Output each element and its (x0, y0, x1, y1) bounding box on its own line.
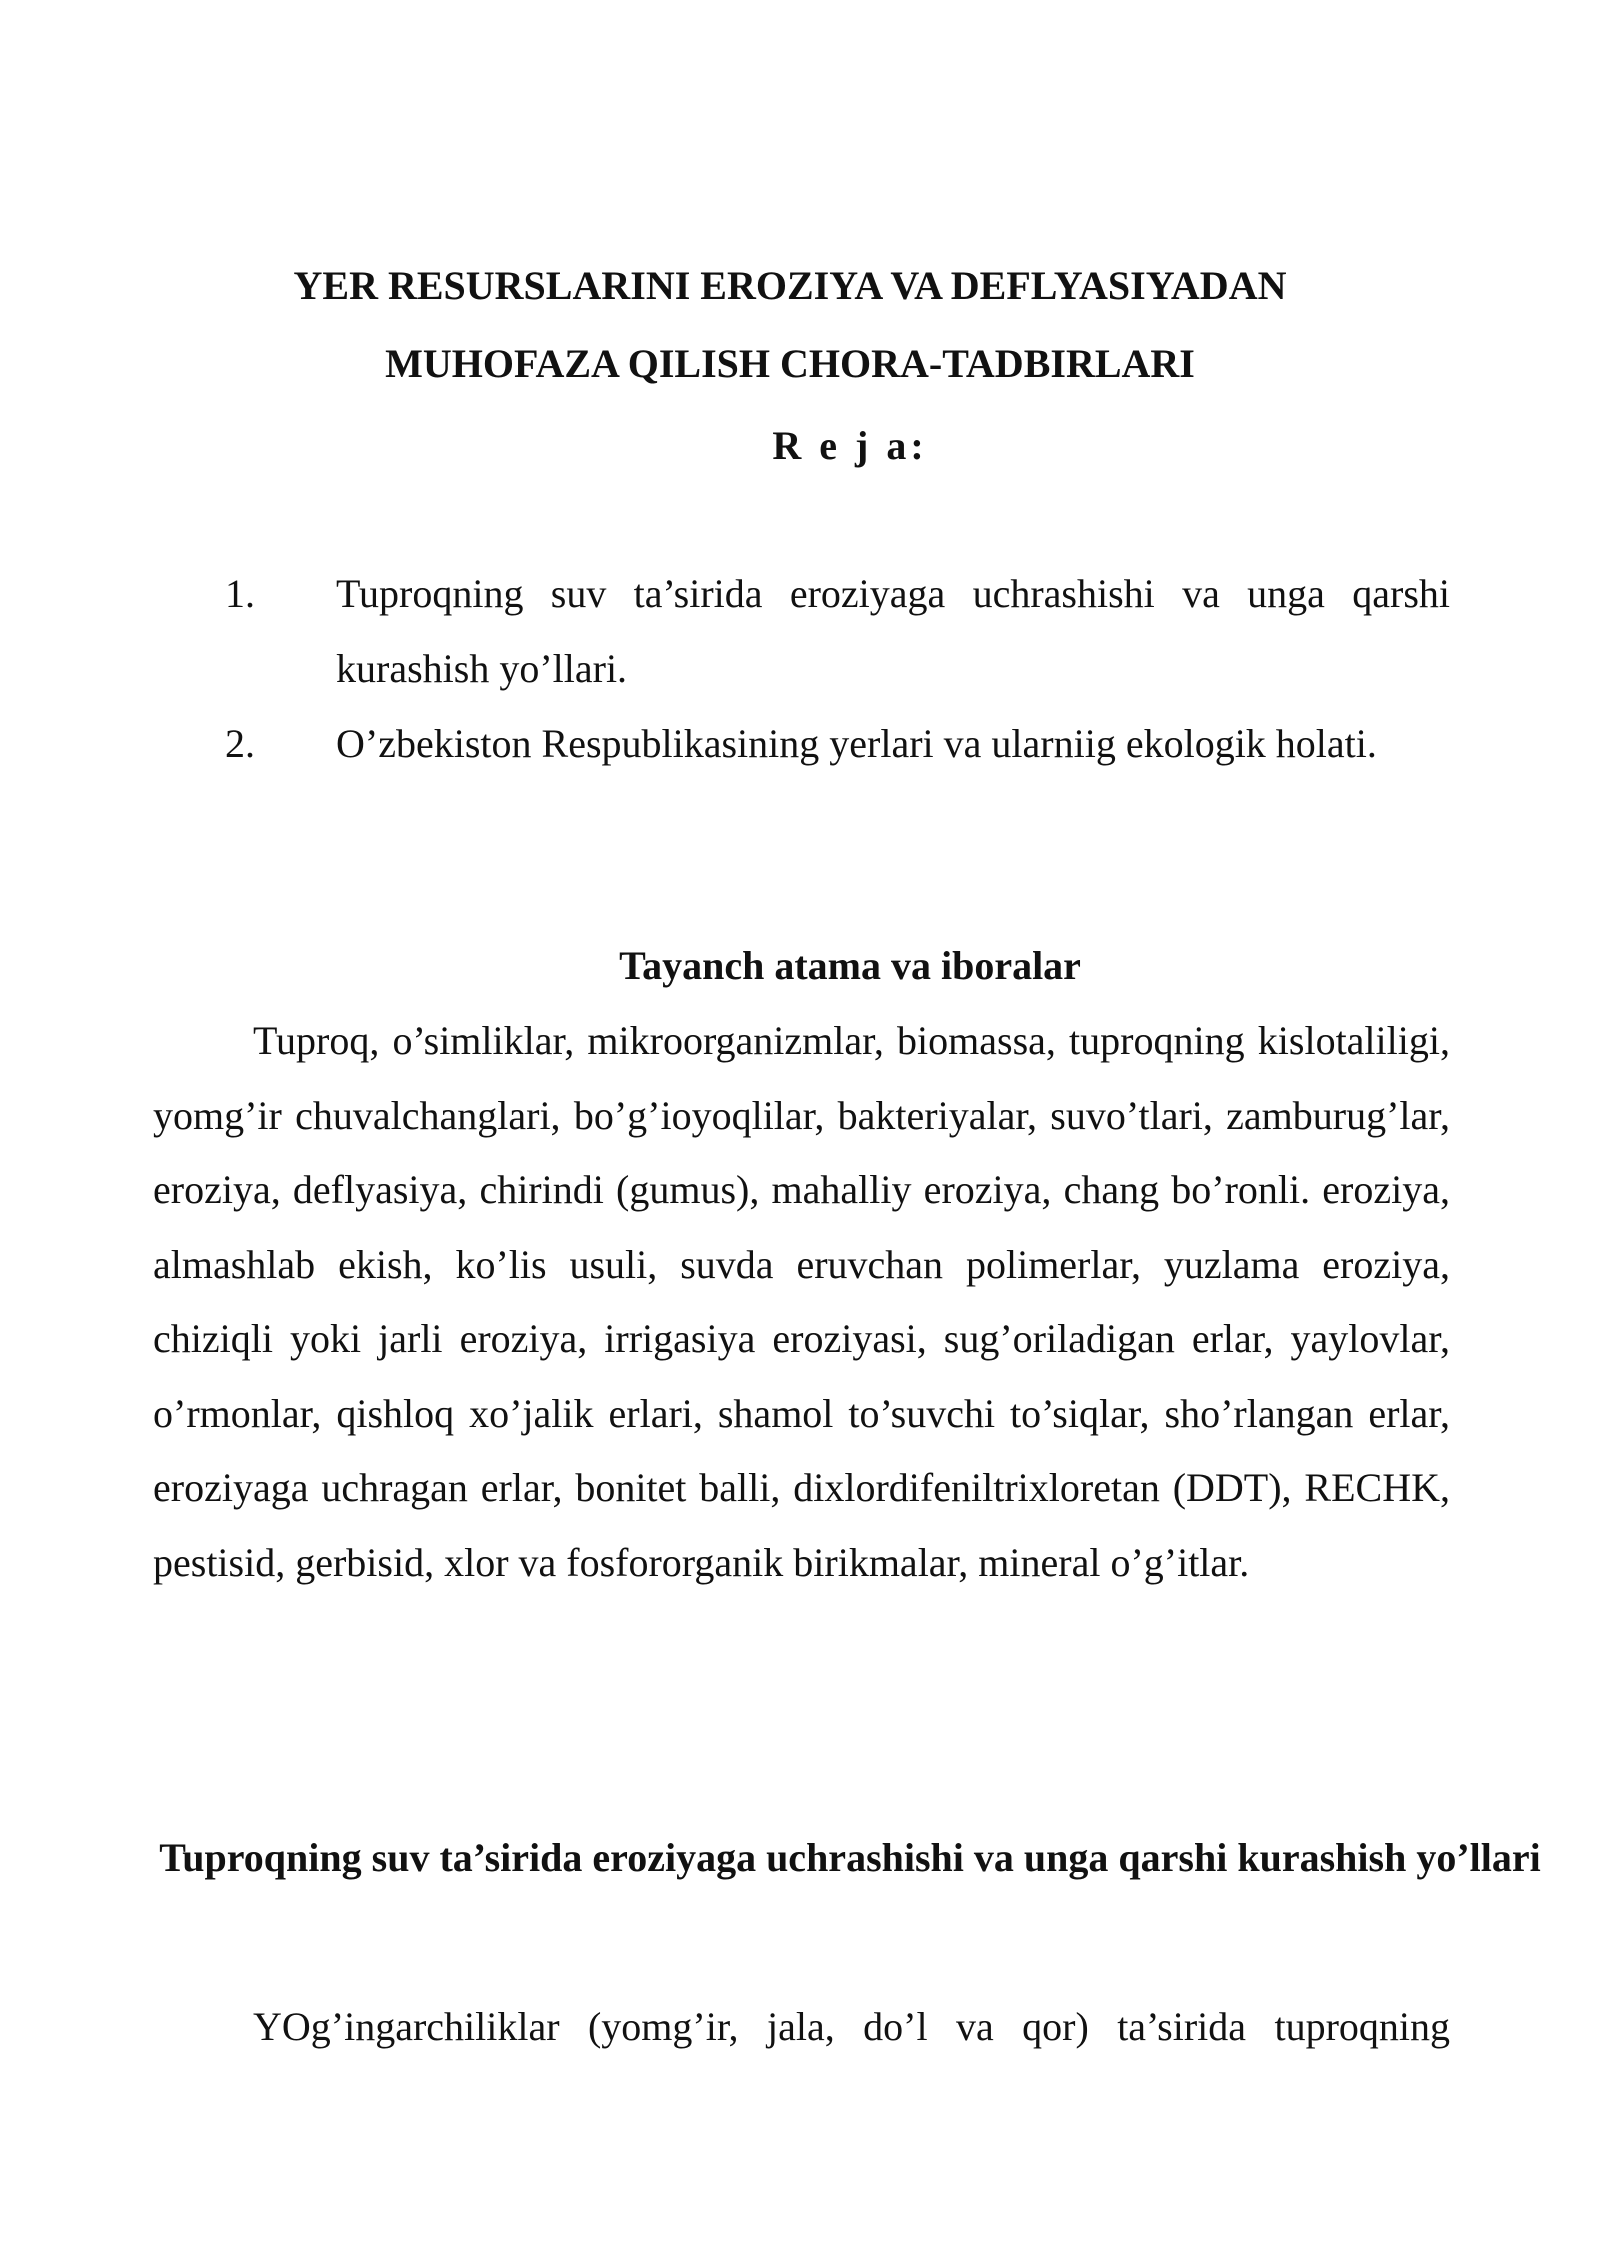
plan-item-text: O’zbekiston Respublikasining yerlari va ularniig ekologik holati. (336, 721, 1377, 766)
document-title-line-2: MUHOFAZA QILISH CHORA-TADBIRLARI (385, 341, 1195, 386)
plan-item-number: 1. (225, 571, 255, 616)
document-title-line-1: YER RESURSLARINI EROZIYA VA DEFLYASIYADAN (293, 263, 1287, 308)
key-terms-paragraph: Tuproq, o’simliklar, mikroorganizmlar, biomassa, tuproqning kislotaliligi, yomg’ir chuvalchanglari, bo’g’ioyoqlilar, bakteriyalar, suvo’tlari, zamburug’lar, eroziya, deflyasiya, chirindi (gumus), mahalliy eroziya, chang bo’ronli. eroziya, almashlab ekish, ko’lis usuli, suvda eruvchan polimerlar, yuzlama eroziya, chiziqli yoki jarli eroziya, irrigasiya eroziyasi, sug’oriladigan erlar, yaylovlar, o’rmonlar, qishloq xo’jalik erlari, shamol to’suvchi to’siqlar, sho’rlangan erlar, eroziyaga uchragan erlar, bonitet balli, dixlordifeniltrixloretan (DDT), RECHK, pestisid, gerbisid, xlor va fosfororganik birikmalar, mineral o’g’itlar. (153, 1018, 1450, 1585)
key-terms-heading: Tayanch atama va iboralar (619, 943, 1081, 988)
plan-item-number: 2. (225, 721, 255, 766)
section-paragraph: YOg’ingarchiliklar (yomg’ir, jala, do’l va qor) ta’sirida tuproqning (253, 2004, 1450, 2049)
plan-heading: R e j a: (772, 423, 928, 468)
plan-list-item (225, 556, 1450, 706)
section-heading: Tuproqning suv ta’sirida eroziyaga uchrashishi va unga qarshi kurashish yo’llari (159, 1835, 1541, 1880)
plan-item-text: Tuproqning suv ta’sirida eroziyaga uchrashishi va unga qarshi kurashish yo’llari. (336, 571, 1450, 691)
plan-list-item (225, 706, 1450, 781)
